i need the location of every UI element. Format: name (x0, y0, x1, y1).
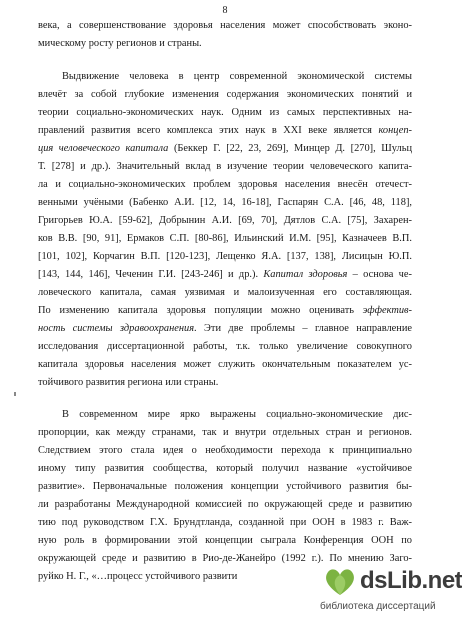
text-segment: тию под руководством Г.Х. Брундтланда, созданной при ООН в 1983 г. Важ- (38, 517, 412, 528)
text-segment: иному типу развития сообщества, который получил название «устойчивое (38, 463, 412, 474)
text-segment: ков В.В. [90, 91], Ермаков С.П. [80-86], Ильинский И.М. [95], Казначеев В.П. (38, 233, 412, 244)
italic-segment: эффектив- (362, 305, 412, 316)
text-segment: – основа че- (347, 269, 412, 280)
text-line (38, 304, 412, 317)
text-segment: В современном мире ярко выражены социально-экономические дис- (62, 409, 412, 420)
text-line (38, 480, 412, 493)
text-line (38, 322, 412, 335)
text-line (38, 358, 412, 371)
text-segment: теории социально-экономических наук. Одним из самых перспективных на- (38, 107, 412, 118)
watermark-brand: dsLib.net (360, 567, 462, 594)
page-number: 8 (222, 5, 228, 16)
text-line (38, 142, 412, 155)
text-line (38, 160, 412, 173)
text-segment: ли разработаны Международной комиссией по окружающей среде и развитию (38, 499, 412, 510)
text-segment: венными учёными (Бабенко А.И. [12, 14, 16-18], Гаспарян С.А. [46, 48, 118], (38, 197, 412, 208)
text-segment: [101, 102], Корчагин В.П. [120-123], Лещенко Я.А. [137, 138], Лисицын Ю.П. (38, 251, 412, 262)
text-segment: ла и социально-экономических проблем здоровья населения внесён отечест- (38, 179, 412, 190)
text-line (38, 286, 412, 299)
italic-segment: ция человеческого капитала (38, 143, 169, 154)
text-segment: мическому росту регионов и страны. (38, 38, 202, 49)
text-line (38, 498, 412, 511)
text-segment: капитала здоровья населения может служить окончательным показателем ус- (38, 359, 412, 370)
text-segment: Следствием этого стала идея о необходимости перехода к принципиально (38, 445, 412, 456)
text-line (38, 214, 412, 227)
text-segment: По изменению капитала здоровья популяции можно оценивать (38, 305, 363, 316)
text-line (38, 19, 412, 32)
text-segment: тойчивого развития региона или страны. (38, 377, 219, 388)
text-line (38, 376, 412, 389)
italic-segment: Капитал здоровья (263, 269, 348, 280)
text-segment: исследования диссертационной работы, т.к. только увеличение совокупного (38, 341, 412, 352)
text-segment: (Беккер Г. [22, 23, 269], Минцер Д. [270], Шульц (168, 143, 413, 154)
text-segment: ную роль в формировании этой концепции сыграла Конференция ООН по (38, 535, 412, 546)
text-segment: века, а совершенствование здоровья населения может способствовать эконо- (38, 20, 412, 31)
text-segment: [143, 144, 146], Чеченин Г.И. [243-246] и др.). (38, 269, 264, 280)
text-line (38, 250, 412, 263)
text-line (38, 106, 412, 119)
dslib-logo-icon (320, 565, 360, 597)
text-segment: Григорьев Ю.А. [59-62], Добрынин А.И. [69, 70], Дятлов С.А. [75], Захарен- (38, 215, 412, 226)
text-line (38, 340, 412, 353)
text-line (38, 232, 412, 245)
text-segment: влечёт за собой глубокие изменения содержания экономических понятий и (38, 89, 412, 100)
text-line (62, 408, 412, 421)
text-segment: развитие». Первоначальные положения концепции устойчивого развития бы- (38, 481, 412, 492)
watermark-subtitle: библиотека диссертаций (320, 601, 436, 612)
text-line (38, 516, 412, 529)
text-line (38, 196, 412, 209)
text-line (38, 268, 412, 281)
text-segment: окружающей среде и развитию в Рио-де-Жанейро (1992 г.). По мнению Заго- (38, 553, 412, 564)
text-line (38, 534, 412, 547)
text-line (38, 426, 412, 439)
text-segment: Т. [278] и др.). Значительный вклад в изучение теории человеческого капита- (38, 161, 412, 172)
text-line (38, 462, 412, 475)
text-segment: пропорции, как между странами, так и внутри отдельных стран и регионов. (38, 427, 412, 438)
text-line (38, 37, 412, 50)
italic-segment: ность системы здравоохранения (38, 323, 195, 334)
italic-segment: концеп- (378, 125, 412, 136)
text-segment: . Эти две проблемы – главное направление (194, 323, 412, 334)
text-line (38, 88, 412, 101)
watermark (316, 565, 462, 617)
text-segment: правлений развития всего комплекса этих наук в XXI веке является (38, 125, 379, 136)
text-segment: Выдвижение человека в центр современной экономической системы (62, 71, 412, 82)
text-line (38, 124, 412, 137)
text-line (62, 70, 412, 83)
text-line (38, 178, 412, 191)
text-segment: руйко Н. Г., «…процесс устойчивого развити (38, 571, 238, 582)
text-line (38, 444, 412, 457)
text-line (38, 552, 412, 565)
text-segment: ловеческого капитала, самая уязвимая и малоизученная его составляющая. (38, 287, 412, 298)
margin-mark (14, 392, 16, 396)
